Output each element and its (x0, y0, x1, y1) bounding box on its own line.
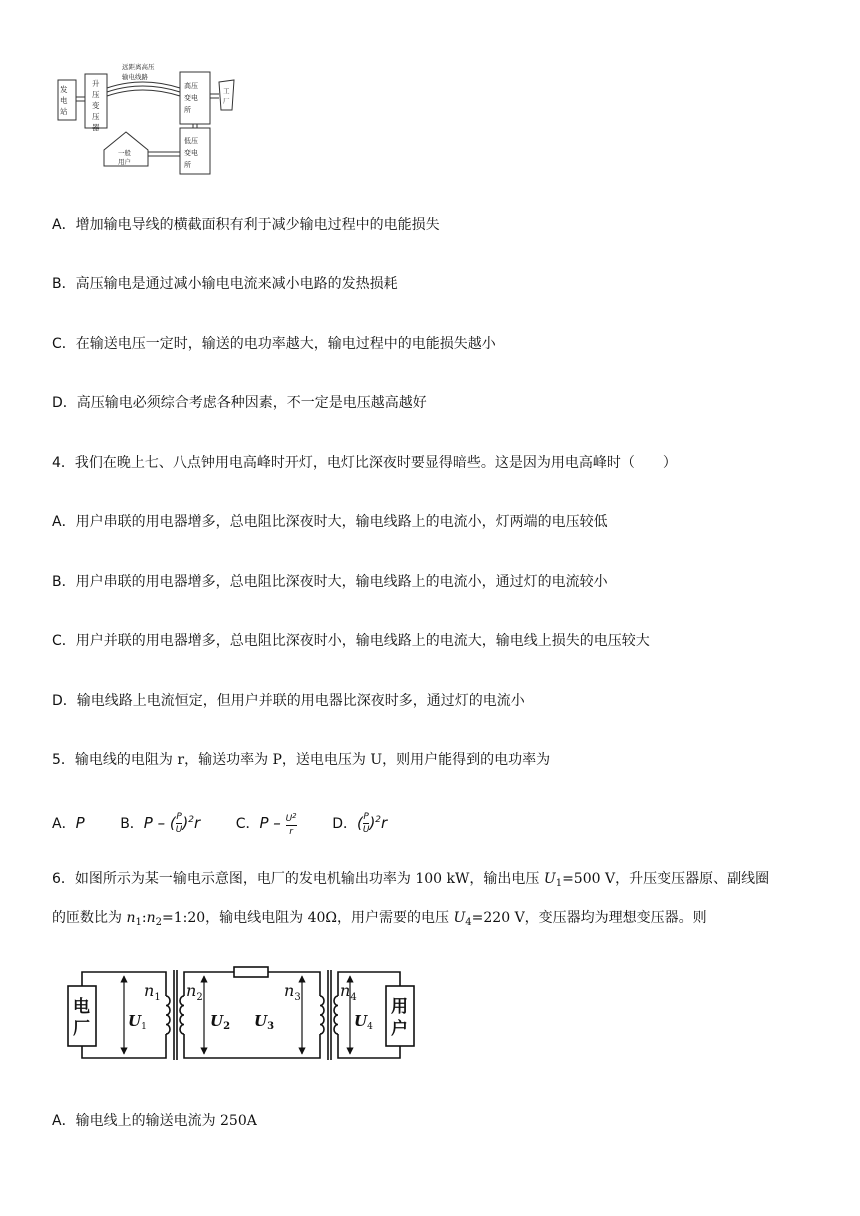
u3-label: $U_3$ (254, 1012, 275, 1032)
option-text: ．高压输电是通过减小输电电流来减小电路的发热损耗 (61, 276, 398, 292)
question-text: ．我们在晚上七、八点钟用电高峰时开灯，电灯比深夜时要显得暗些。这是因为用电高峰时（ ） (60, 455, 677, 471)
line-label-2: 输电线路 (122, 73, 148, 81)
option-letter: D (52, 693, 63, 709)
option-letter: C (52, 336, 62, 352)
fraction: $\frac{U^2}{r}$ (285, 811, 297, 837)
hv-label-a: 高压 (184, 82, 198, 90)
option-letter: C (52, 633, 62, 649)
hv-label-c: 所 (184, 106, 191, 114)
n2-label: $n_2$ (186, 981, 203, 1003)
primary-coil-3 (320, 996, 324, 1034)
stepup-char-3: 变 (92, 101, 100, 110)
stepup-char-5: 器 (92, 123, 100, 132)
stepup-char-2: 压 (92, 90, 100, 99)
factory-shape (219, 80, 234, 110)
q6-stem-line-2: 的匝数比为 $n_1:n_2=1:20$，输电线电阻为 40Ω，用户需要的电压 $U_4=220$ V，变压器均为理想变压器。则 (52, 910, 707, 928)
option-text: ．在输送电压一定时，输送的电功率越大，输电过程中的电能损失越小 (61, 336, 496, 352)
q4-option-b[interactable] (52, 572, 608, 592)
station-char-3: 站 (60, 107, 68, 116)
option-letter: B (52, 276, 62, 292)
circuit-diagram (64, 960, 424, 1066)
q5-option-a[interactable]: A．P (52, 814, 85, 832)
lv-label-a: 低压 (184, 137, 198, 145)
secondary-coil-2 (180, 996, 184, 1034)
user-char-1: 用 (391, 997, 408, 1017)
option-text: ．输电线路上电流恒定，但用户并联的用电器比深夜时多，通过灯的电流小 (62, 693, 525, 709)
question-text: ．输电线的电阻为 r，输送功率为 P，送电电压为 U，则用户能得到的电功率为 (60, 752, 551, 768)
lv-label-c: 所 (184, 161, 191, 169)
option-letter: D (52, 395, 63, 411)
stepup-char-4: 压 (92, 112, 100, 121)
n3-label: $n_3$ (284, 981, 301, 1003)
factory-char-1: 工 (223, 87, 230, 95)
q4-option-d[interactable] (52, 691, 525, 711)
plant-char-1: 电 (73, 997, 90, 1017)
user-char-2: 户 (391, 1019, 408, 1039)
station-char-1: 发 (60, 85, 68, 94)
option-text: ．用户并联的用电器增多，总电阻比深夜时小，输电线路上的电流大，输电线上损失的电压较大 (61, 633, 650, 649)
line-resistor (234, 967, 268, 977)
q5-option-d[interactable]: D．( $\frac{P}{U}$ )$^2$r (332, 812, 388, 835)
q5-option-b[interactable]: B．P – ( $\frac{P}{U}$ )$^2$r (120, 812, 201, 835)
user-label-a: 一般 (118, 149, 131, 157)
q6-stem-line-1: 6．如图所示为某一输电示意图，电厂的发电机输出功率为 100 kW，输出电压 $U_1=500$ V，升压变压器原、副线圈 (52, 871, 770, 889)
primary-coil-1 (166, 996, 170, 1034)
user-label-b: 用户 (118, 158, 131, 166)
option-text: ．增加输电导线的横截面积有利于减少输电过程中的电能损失 (61, 217, 440, 233)
q4-option-c[interactable] (52, 631, 650, 651)
line-label-1: 远距离高压 (122, 63, 155, 71)
q3-option-c[interactable] (52, 334, 496, 354)
option-letter: B (52, 574, 62, 590)
option-text: ．用户串联的用电器增多，总电阻比深夜时大，输电线路上的电流小，通过灯的电流较小 (61, 574, 608, 590)
n4-label: $n_4$ (340, 981, 357, 1003)
stepup-char-1: 升 (92, 79, 100, 88)
option-letter: A (52, 514, 62, 530)
question-number: 6 (52, 871, 61, 887)
factory-char-2: 厂 (223, 97, 230, 105)
fraction: $\frac{P}{U}$ (175, 812, 183, 835)
transmission-diagram (56, 60, 236, 176)
option-text: ．输电线上的输送电流为 250A (61, 1113, 257, 1129)
q4-stem (52, 453, 677, 473)
q3-option-a[interactable] (52, 215, 440, 235)
q6-option-a[interactable] (52, 1111, 257, 1131)
option-text: ．用户串联的用电器增多，总电阻比深夜时大，输电线路上的电流小，灯两端的电压较低 (61, 514, 608, 530)
q5-options-row (52, 806, 387, 838)
option-text: ．高压输电必须综合考虑各种因素，不一定是电压越高越好 (62, 395, 427, 411)
u1-label: $U_1$ (128, 1012, 147, 1032)
option-letter: A (52, 217, 62, 233)
question-number: 5 (52, 752, 61, 768)
secondary-coil-4 (334, 996, 338, 1034)
hv-label-b: 变电 (184, 94, 198, 102)
q3-option-b[interactable] (52, 274, 398, 294)
option-letter: A (52, 1113, 62, 1129)
q4-option-a[interactable] (52, 512, 608, 532)
q5-option-c[interactable]: C．P – $\frac{U^2}{r}$ (235, 811, 297, 837)
question-number: 4 (52, 455, 61, 471)
plant-char-2: 厂 (73, 1019, 90, 1039)
q3-option-d[interactable] (52, 393, 427, 413)
fraction: $\frac{P}{U}$ (362, 812, 370, 835)
u2-label: $U_2$ (210, 1012, 231, 1032)
u4-label: $U_4$ (354, 1012, 373, 1032)
lv-label-b: 变电 (184, 149, 198, 157)
q5-stem (52, 750, 550, 770)
n1-label: $n_1$ (144, 981, 161, 1003)
option-expression: P (75, 814, 85, 832)
station-char-2: 电 (60, 96, 68, 105)
